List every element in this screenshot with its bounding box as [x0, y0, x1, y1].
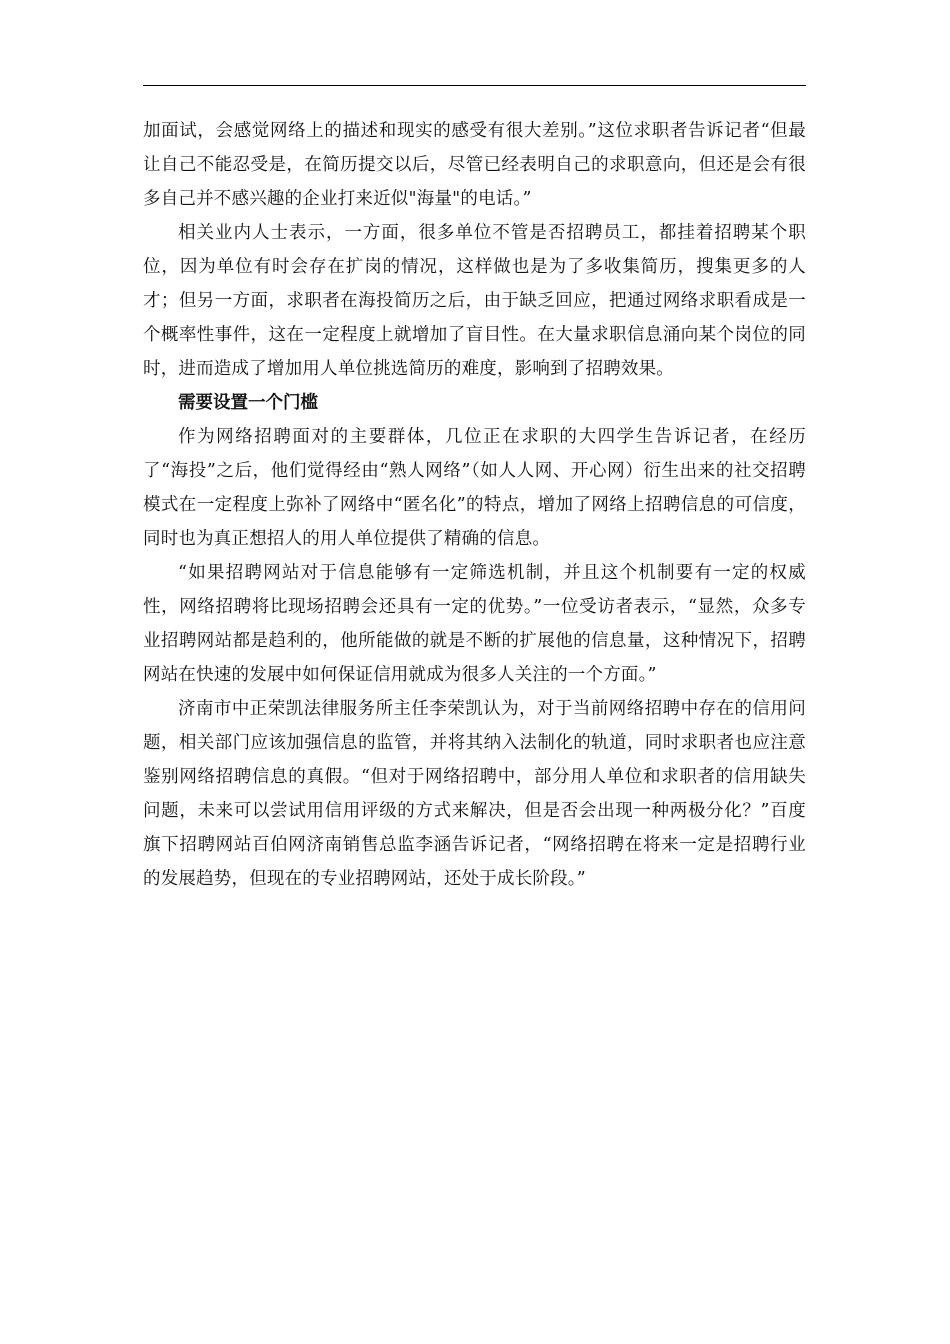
- header-rule: [143, 85, 806, 86]
- paragraph-students-view: 作为网络招聘面对的主要群体，几位正在求职的大四学生告诉记者，在经历了“海投”之后，他们觉得经由“熟人网络”（如人人网、开心网）衍生出来的社交招聘模式在一定程度上弥补了网络中“匿名化”的特点，增加了网络上招聘信息的可信度，同时也为真正想招人的用人单位提供了精确的信息。: [143, 427, 806, 549]
- paragraph-continuation: 加面试，会感觉网络上的描述和现实的感受有很大差别。”这位求职者告诉记者“但最让自己不能忍受是，在简历提交以后，尽管已经表明自己的求职意向，但还是会有很多自己并不感兴趣的企业打来近似"海量"的电话。”: [143, 121, 806, 209]
- paragraph-industry-view: 相关业内人士表示，一方面，很多单位不管是否招聘员工，都挂着招聘某个职位，因为单位有时会存在扩岗的情况，这样做也是为了多收集简历，搜集更多的人才；但另一方面，求职者在海投简历之后，由于缺乏回应，把通过网络求职看成是一个概率性事件，这在一定程度上就增加了盲目性。在大量求职信息涌向某个岗位的同时，进而造成了增加用人单位挑选简历的难度，影响到了招聘效果。: [143, 223, 806, 379]
- document-body: [143, 114, 806, 896]
- paragraph-interviewee-quote: “如果招聘网站对于信息能够有一定筛选机制，并且这个机制要有一定的权威性，网络招聘将比现场招聘会还具有一定的优势。”一位受访者表示，“显然，众多专业招聘网站都是趋利的，他所能做的就是不断的扩展他的信息量，这种情况下，招聘网站在快速的发展中如何保证信用就成为很多人关注的一个方面。”: [143, 563, 806, 685]
- section-heading: 需要设置一个门槛: [178, 393, 318, 413]
- paragraph-expert-view: 济南市中正荣凯法律服务所主任李荣凯认为，对于当前网络招聘中存在的信用问题，相关部门应该加强信息的监管，并将其纳入法制化的轨道，同时求职者也应注意鉴别网络招聘信息的真假。“但对于网络招聘中，部分用人单位和求职者的信用缺失问题，未来可以尝试用信用评级的方式来解决，但是否会出现一种两极分化？”百度旗下招聘网站百伯网济南销售总监李涵告诉记者，“网络招聘在将来一定是招聘行业的发展趋势，但现在的专业招聘网站，还处于成长阶段。”: [143, 699, 806, 889]
